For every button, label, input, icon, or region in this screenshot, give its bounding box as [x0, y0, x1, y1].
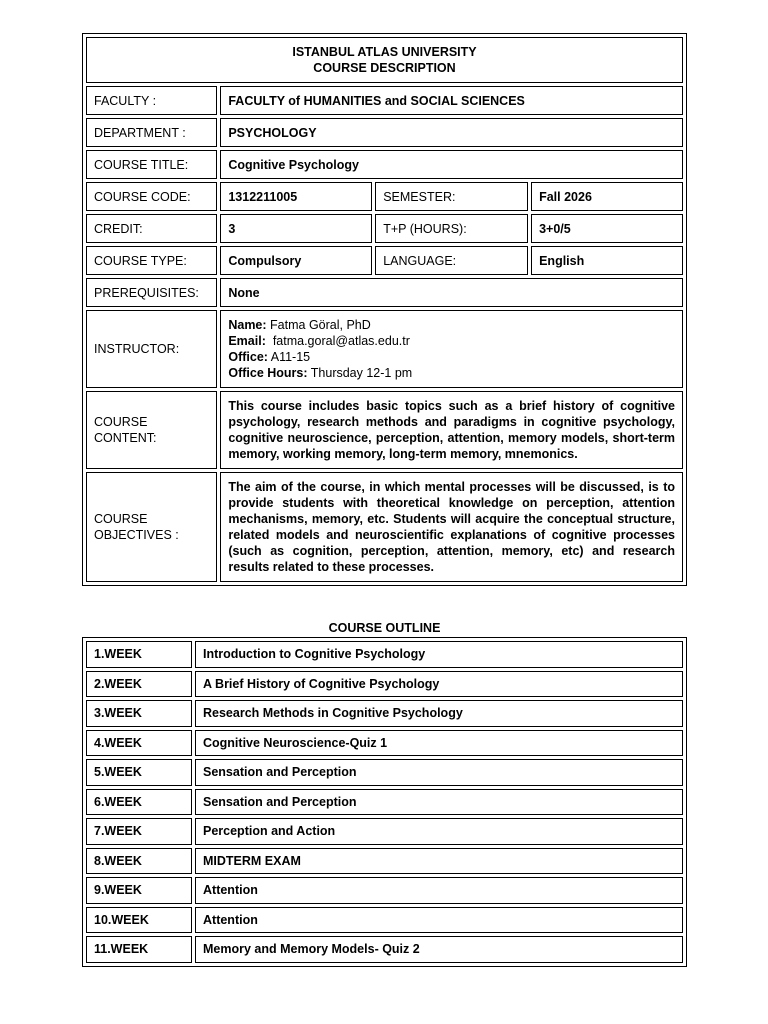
outline-row [86, 936, 683, 963]
department-label: DEPARTMENT : [86, 118, 217, 147]
instructor-row [86, 310, 683, 388]
instructor-email-label: Email: [228, 334, 266, 348]
outline-week: 11.WEEK [86, 936, 192, 963]
outline-topic: Attention [195, 907, 683, 934]
instructor-office: A11-15 [270, 350, 311, 364]
outline-topic: Sensation and Perception [195, 789, 683, 816]
prerequisites-row [86, 278, 683, 307]
outline-week: 6.WEEK [86, 789, 192, 816]
instructor-name: Fatma Göral, PhD [270, 318, 371, 332]
department-value: PSYCHOLOGY [220, 118, 683, 147]
course-title-value: Cognitive Psychology [220, 150, 683, 179]
outline-row [86, 877, 683, 904]
prerequisites-value: None [220, 278, 683, 307]
tp-hours-value: 3+0/5 [531, 214, 683, 243]
course-type-row [86, 246, 683, 275]
outline-topic: Research Methods in Cognitive Psychology [195, 700, 683, 727]
course-content-value: This course includes basic topics such as a brief history of cognitive psychology, research methods and paradigms in cognitive psychology, cognitive neuroscience, perception, attention, memory models, short-term memory, working memory, long-term memory, mnemonics. [220, 391, 683, 469]
language-label: LANGUAGE: [375, 246, 528, 275]
outline-week: 5.WEEK [86, 759, 192, 786]
course-description-table [82, 33, 687, 586]
tp-hours-label: T+P (HOURS): [375, 214, 528, 243]
semester-label: SEMESTER: [375, 182, 528, 211]
course-outline-table [82, 637, 687, 967]
course-objectives-label-line2: OBJECTIVES : [94, 528, 179, 542]
outline-topic: Sensation and Perception [195, 759, 683, 786]
faculty-label: FACULTY : [86, 86, 217, 115]
outline-row [86, 907, 683, 934]
outline-week: 10.WEEK [86, 907, 192, 934]
credit-value: 3 [220, 214, 372, 243]
course-content-row [86, 391, 683, 469]
credit-label: CREDIT: [86, 214, 217, 243]
course-objectives-label-line1: COURSE [94, 512, 148, 526]
semester-value: Fall 2026 [531, 182, 683, 211]
outline-week: 9.WEEK [86, 877, 192, 904]
outline-topic: Perception and Action [195, 818, 683, 845]
course-title-row [86, 150, 683, 179]
outline-row [86, 671, 683, 698]
outline-topic: Memory and Memory Models- Quiz 2 [195, 936, 683, 963]
outline-week: 7.WEEK [86, 818, 192, 845]
outline-row [86, 789, 683, 816]
course-code-label: COURSE CODE: [86, 182, 217, 211]
language-value: English [531, 246, 683, 275]
course-type-value: Compulsory [220, 246, 372, 275]
instructor-hours-label: Office Hours: [228, 366, 308, 380]
instructor-details [220, 310, 683, 388]
instructor-label: INSTRUCTOR: [86, 310, 217, 388]
course-type-label: COURSE TYPE: [86, 246, 217, 275]
outline-topic: A Brief History of Cognitive Psychology [195, 671, 683, 698]
course-objectives-value: The aim of the course, in which mental processes will be discussed, is to provide students with theoretical knowledge on perception, attention mechanisms, memory, etc. Students will acquire the conceptual structure, related models and neuroscientific explanations of cognitive processes (such as cognition, perception, attention, memory, etc) and research results related to these processes. [220, 472, 683, 582]
course-objectives-row [86, 472, 683, 582]
document-title: COURSE DESCRIPTION [313, 61, 456, 75]
course-title-label: COURSE TITLE: [86, 150, 217, 179]
instructor-email[interactable]: fatma.goral@atlas.edu.tr [272, 334, 410, 348]
course-objectives-label [86, 472, 217, 582]
outline-week: 2.WEEK [86, 671, 192, 698]
course-code-row [86, 182, 683, 211]
course-outline-title: COURSE OUTLINE [328, 621, 441, 635]
document-header [86, 37, 683, 83]
course-content-label: COURSE CONTENT: [86, 391, 217, 469]
outline-week: 1.WEEK [86, 641, 192, 668]
outline-row [86, 641, 683, 668]
faculty-value: FACULTY of HUMANITIES and SOCIAL SCIENCES [220, 86, 683, 115]
prerequisites-label: PREREQUISITES: [86, 278, 217, 307]
university-name: ISTANBUL ATLAS UNIVERSITY [292, 45, 477, 59]
instructor-office-label: Office: [228, 350, 268, 364]
credit-row [86, 214, 683, 243]
faculty-row [86, 86, 683, 115]
outline-row [86, 818, 683, 845]
outline-topic: Cognitive Neuroscience-Quiz 1 [195, 730, 683, 757]
outline-week: 4.WEEK [86, 730, 192, 757]
course-code-value: 1312211005 [220, 182, 372, 211]
outline-topic: Introduction to Cognitive Psychology [195, 641, 683, 668]
outline-row [86, 730, 683, 757]
outline-row [86, 759, 683, 786]
department-row [86, 118, 683, 147]
instructor-name-label: Name: [228, 318, 267, 332]
instructor-hours: Thursday 12-1 pm [310, 366, 413, 380]
outline-topic: Attention [195, 877, 683, 904]
outline-week: 8.WEEK [86, 848, 192, 875]
outline-topic: MIDTERM EXAM [195, 848, 683, 875]
outline-row [86, 848, 683, 875]
outline-row [86, 700, 683, 727]
outline-week: 3.WEEK [86, 700, 192, 727]
